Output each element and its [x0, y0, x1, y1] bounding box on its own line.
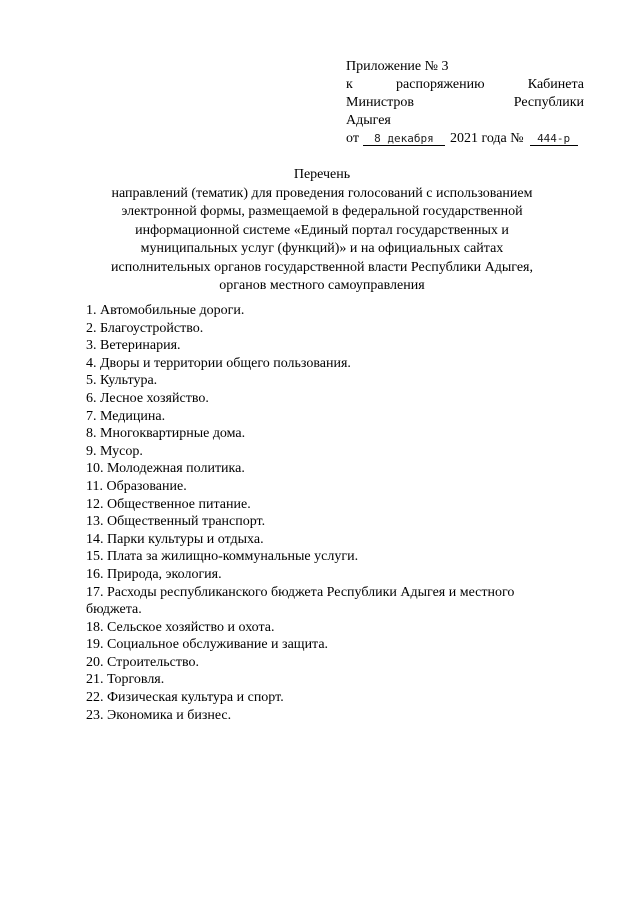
date-prefix: от [346, 131, 359, 146]
list-item-continuation: бюджета. [86, 602, 142, 618]
list-item: 16. Природа, экология. [86, 566, 222, 582]
appendix-block [346, 58, 584, 148]
title-line: органов местного самоуправления [219, 278, 425, 293]
list-item: 8. Многоквартирные дома. [86, 426, 246, 442]
list-item: 17. Расходы республиканского бюджета Республики Адыгея и местного [86, 584, 515, 600]
list-item: 11. Образование. [86, 478, 187, 494]
appendix-word: Кабинета [527, 77, 584, 92]
appendix-line-2 [346, 76, 584, 94]
list-item: 19. Социальное обслуживание и защита. [86, 637, 329, 653]
list-item: 10. Молодежная политика. [86, 461, 245, 477]
title-heading: Перечень [293, 167, 351, 182]
list-item: 22. Физическая культура и спорт. [86, 690, 284, 706]
list-item: 4. Дворы и территории общего пользования. [86, 355, 351, 371]
topics-list [86, 302, 566, 724]
title-line: информационной системе «Единый портал государственных и [135, 222, 509, 238]
list-item: 9. Мусор. [86, 443, 143, 459]
appendix-word: распоряжению [396, 77, 485, 92]
list-item: 3. Ветеринария. [86, 338, 181, 354]
list-item: 5. Культура. [86, 373, 158, 389]
year-text: 2021 года № [449, 131, 524, 146]
appendix-date-line [346, 130, 584, 148]
document-title [88, 166, 556, 296]
appendix-number [346, 58, 584, 76]
list-item: 1. Автомобильные дороги. [86, 303, 245, 318]
appendix-number-text: Приложение № 3 [346, 59, 449, 74]
list-item: 23. Экономика и бизнес. [86, 707, 232, 723]
list-item: 2. Благоустройство. [86, 320, 204, 336]
list-item: 20. Строительство. [86, 654, 199, 670]
list-item: 13. Общественный транспорт. [86, 514, 266, 530]
appendix-line-3 [346, 94, 584, 112]
appendix-word: Министров [346, 95, 415, 110]
title-line: направлений (тематик) для проведения голосований с использованием [111, 185, 533, 201]
list-item: 18. Сельское хозяйство и охота. [86, 619, 275, 635]
title-line: электронной формы, размещаемой в федеральной государственной [121, 204, 523, 219]
appendix-word: Адыгея [346, 113, 391, 128]
list-item: 15. Плата за жилищно-коммунальные услуги. [86, 549, 359, 565]
list-item: 21. Торговля. [86, 672, 165, 688]
date-field: 8 декабря [363, 132, 445, 146]
appendix-word: к [346, 77, 353, 92]
list-item: 12. Общественное питание. [86, 496, 251, 512]
list-item: 6. Лесное хозяйство. [86, 390, 209, 406]
order-number-field: 444-р [530, 132, 578, 146]
list-item: 14. Парки культуры и отдыха. [86, 531, 264, 547]
list-item: 7. Медицина. [86, 408, 166, 424]
appendix-word: Республики [513, 95, 584, 110]
title-line: муниципальных услуг (функций)» и на официальных сайтах [140, 241, 504, 256]
appendix-line-4 [346, 112, 584, 130]
title-line: исполнительных органов государственной власти Республики Адыгея, [111, 259, 533, 275]
